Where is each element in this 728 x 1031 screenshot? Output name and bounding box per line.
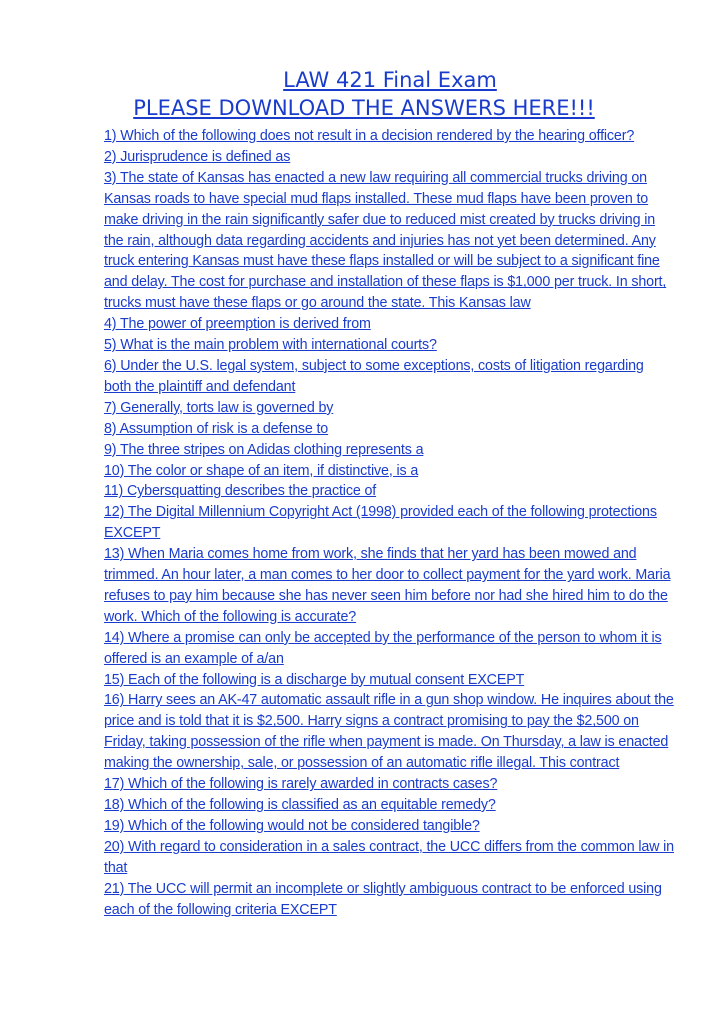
question-item[interactable]: 17) Which of the following is rarely awarded in contracts cases? [104, 776, 498, 793]
question-item[interactable]: 8) Assumption of risk is a defense to [104, 420, 329, 437]
question-item[interactable]: 2) Jurisprudence is defined as [104, 148, 291, 165]
document-header [0, 66, 728, 122]
question-item[interactable]: 5) What is the main problem with international courts? [104, 337, 437, 354]
question-item[interactable]: 4) The power of preemption is derived from [104, 316, 371, 333]
question-item[interactable]: 6) Under the U.S. legal system, subject to some exceptions, costs of litigation regarding both the plaintiff and defendant [104, 357, 644, 395]
question-item[interactable]: 21) The UCC will permit an incomplete or slightly ambiguous contract to be enforced using each of the following criteria EXCEPT [104, 880, 662, 918]
question-item[interactable]: 20) With regard to consideration in a sales contract, the UCC differs from the common law in that [104, 838, 674, 876]
question-item[interactable]: 12) The Digital Millennium Copyright Act (1998) provided each of the following protections EXCEPT [104, 504, 657, 542]
question-item[interactable]: 14) Where a promise can only be accepted by the performance of the person to whom it is offered is an example of a/an [104, 629, 662, 667]
question-item[interactable]: 11) Cybersquatting describes the practice of [104, 483, 377, 500]
question-item[interactable]: 15) Each of the following is a discharge by mutual consent EXCEPT [104, 671, 525, 688]
question-item[interactable]: 7) Generally, torts law is governed by [104, 399, 334, 416]
question-item[interactable]: 18) Which of the following is classified as an equitable remedy? [104, 797, 496, 813]
question-list [104, 126, 674, 920]
document-title[interactable]: LAW 421 Final Exam [283, 68, 497, 92]
question-item[interactable]: 9) The three stripes on Adidas clothing represents a [104, 441, 424, 458]
question-item[interactable]: 19) Which of the following would not be considered tangible? [104, 817, 480, 834]
download-answers-link[interactable]: PLEASE DOWNLOAD THE ANSWERS HERE!!! [133, 96, 595, 120]
question-item[interactable]: 13) When Maria comes home from work, she finds that her yard has been mowed and trimmed. An hour later, a man comes to her door to collect payment for the yard work. Maria refuses to pay him because she has never seen him before nor had she hired him to do the work. Which of the following is accurate? [104, 546, 671, 625]
question-item[interactable]: 3) The state of Kansas has enacted a new law requiring all commercial trucks driving on Kansas roads to have special mud flaps installed. These mud flaps have been proven to make driving in the rain significantly safer due to reduced mist created by trucks driving in the rain, although data regarding accidents and injuries has not yet been determined. Any truck entering Kansas must have these flaps installed or will be subject to a significant fine and delay. The cost for purchase and installation of these flaps is $1,000 per truck. In short, trucks must have these flaps or go around the state. This Kansas law [104, 169, 667, 312]
question-item[interactable]: 10) The color or shape of an item, if distinctive, is a [104, 462, 419, 479]
question-item[interactable]: 1) Which of the following does not result in a decision rendered by the hearing officer? [104, 128, 635, 144]
question-item[interactable]: 16) Harry sees an AK-47 automatic assault rifle in a gun shop window. He inquires about the price and is told that it is $2,500. Harry signs a contract promising to pay the $2,500 on Friday, taking possession of the rifle when payment is made. On Thursday, a law is enacted making the ownership, sale, or possession of an automatic rifle illegal. This contract [104, 692, 674, 772]
